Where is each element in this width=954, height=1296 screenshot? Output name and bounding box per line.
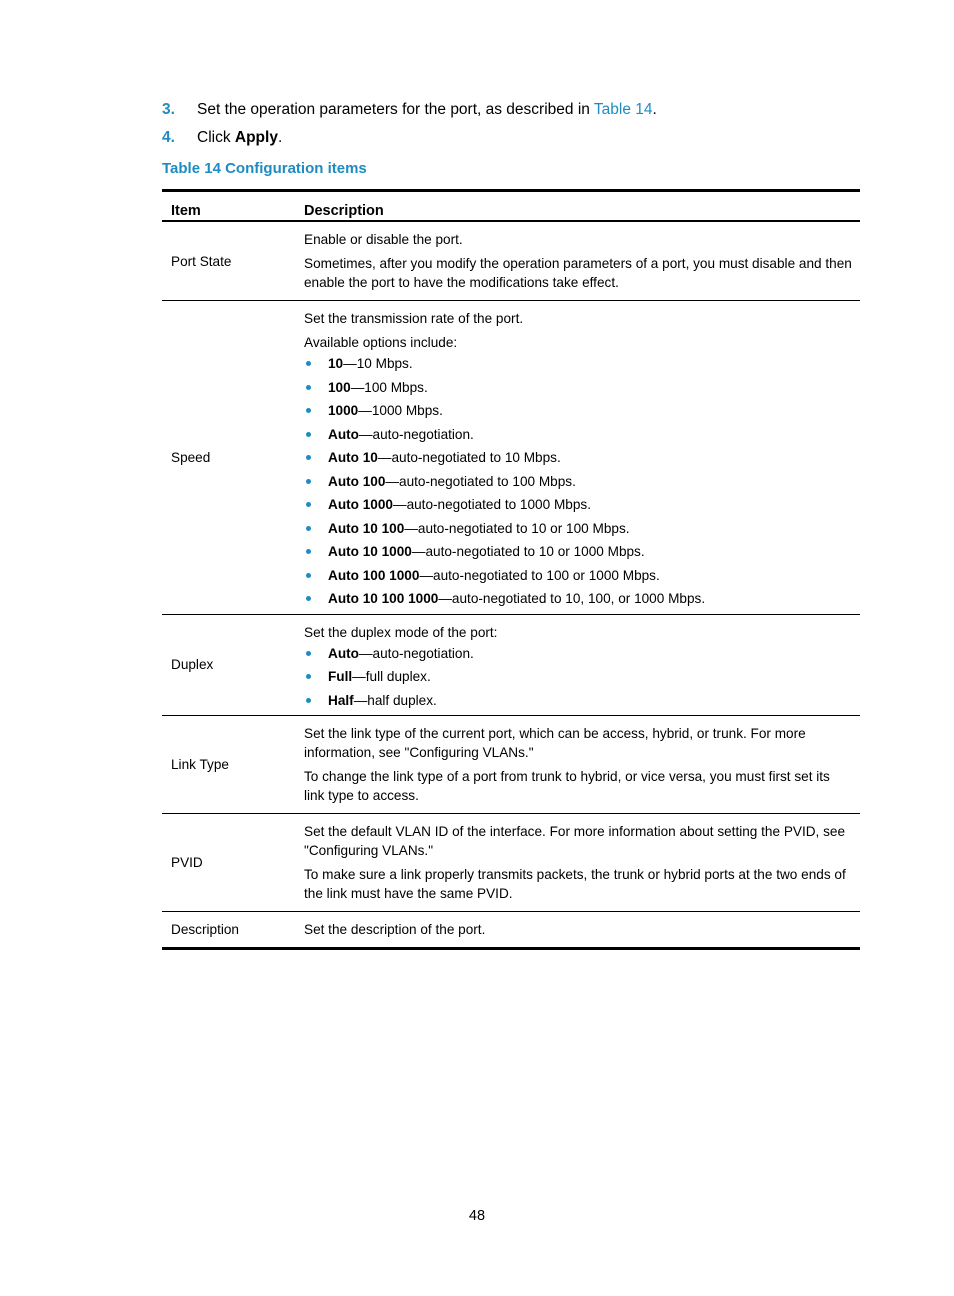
option-desc: auto-negotiated to 10, 100, or 1000 Mbps. xyxy=(451,591,706,606)
bullet-icon xyxy=(306,526,311,531)
table-header-row xyxy=(162,191,860,222)
header-description: Description xyxy=(304,191,860,222)
list-item: Auto—auto-negotiation. xyxy=(304,642,854,666)
list-item: Full—full duplex. xyxy=(304,665,854,689)
option-term: 1000 xyxy=(328,403,359,418)
step-text-end: . xyxy=(277,129,283,146)
option-term: Auto xyxy=(328,645,359,661)
bullet-icon xyxy=(306,455,311,460)
option-desc: 1000 Mbps. xyxy=(371,403,443,418)
table-row xyxy=(162,814,860,912)
step-text-end: . xyxy=(652,101,657,118)
row-description xyxy=(304,912,860,949)
option-term: Full xyxy=(328,669,353,684)
option-term: 100 xyxy=(328,379,351,395)
list-item: Half—half duplex. xyxy=(304,689,854,713)
bullet-icon xyxy=(306,596,311,601)
list-item: 1000—1000 Mbps. xyxy=(304,399,854,423)
option-term: Auto xyxy=(328,426,359,442)
option-term: Half xyxy=(328,692,354,708)
table-row xyxy=(162,716,860,814)
option-term: Auto 100 1000 xyxy=(328,567,420,583)
option-desc: auto-negotiated to 100 or 1000 Mbps. xyxy=(433,567,660,583)
header-item: Item xyxy=(162,191,304,222)
row-item: Port State xyxy=(162,221,304,301)
bullet-icon xyxy=(306,549,311,554)
bullet-icon xyxy=(306,698,311,703)
bullet-icon xyxy=(306,385,311,390)
list-item: 100—100 Mbps. xyxy=(304,376,854,400)
row-description xyxy=(304,814,860,912)
list-item: Auto 10—auto-negotiated to 10 Mbps. xyxy=(304,446,854,470)
bullet-icon xyxy=(306,361,311,366)
list-item: Auto 1000—auto-negotiated to 1000 Mbps. xyxy=(304,493,854,517)
option-desc: auto-negotiated to 10 Mbps. xyxy=(391,450,561,465)
option-desc: auto-negotiated to 10 or 1000 Mbps. xyxy=(425,544,645,559)
option-desc: auto-negotiated to 1000 Mbps. xyxy=(406,497,591,512)
option-desc: auto-negotiation. xyxy=(372,426,474,442)
duplex-options-list xyxy=(304,642,854,713)
bullet-icon xyxy=(306,502,311,507)
list-item: Auto 100—auto-negotiated to 100 Mbps. xyxy=(304,470,854,494)
option-desc: full duplex. xyxy=(365,669,431,684)
speed-options-list xyxy=(304,352,854,611)
configuration-items-table xyxy=(162,189,860,950)
list-item: Auto 10 100 1000—auto-negotiated to 10, 100, or 1000 Mbps. xyxy=(304,587,854,611)
bullet-icon xyxy=(306,432,311,437)
bullet-icon xyxy=(306,408,311,413)
list-item: Auto—auto-negotiation. xyxy=(304,423,854,447)
description-paragraph: Sometimes, after you modify the operation parameters of a port, you must disable and then enable the port to have the modifications take effect. xyxy=(304,256,852,290)
option-term: Auto 10 xyxy=(328,450,378,465)
option-desc: auto-negotiation. xyxy=(372,645,474,661)
description-paragraph: Enable or disable the port. xyxy=(304,232,463,247)
row-item: Duplex xyxy=(162,614,304,716)
description-paragraph: To make sure a link properly transmits packets, the trunk or hybrid ports at the two ends of the link must have the same PVID. xyxy=(304,867,846,901)
step-text: Set the operation parameters for the port, as described in xyxy=(197,101,594,118)
table-row xyxy=(162,912,860,949)
table-row xyxy=(162,221,860,301)
option-desc: 10 Mbps. xyxy=(356,356,413,371)
option-desc: auto-negotiated to 10 or 100 Mbps. xyxy=(417,520,630,536)
step-4 xyxy=(162,128,282,148)
description-paragraph: Set the default VLAN ID of the interface. For more information about setting the PVID, see "Configuring VLANs." xyxy=(304,824,846,858)
description-paragraph: Set the duplex mode of the port: xyxy=(304,624,498,640)
option-term: Auto 100 xyxy=(328,473,386,489)
list-item: 10—10 Mbps. xyxy=(304,352,854,376)
option-desc: half duplex. xyxy=(367,692,437,708)
row-description xyxy=(304,221,860,301)
description-paragraph: To change the link type of a port from trunk to hybrid, or vice versa, you must first set its link type to access. xyxy=(304,769,830,803)
page-number: 48 xyxy=(468,1208,486,1224)
description-paragraph: Available options include: xyxy=(304,335,458,350)
table-row xyxy=(162,614,860,716)
row-item: Link Type xyxy=(162,716,304,814)
row-description xyxy=(304,614,860,716)
apply-label: Apply xyxy=(234,129,278,146)
option-term: Auto 1000 xyxy=(328,497,393,512)
step-number: 4. xyxy=(162,129,175,146)
row-description xyxy=(304,301,860,615)
row-item: Description xyxy=(162,912,304,949)
step-number: 3. xyxy=(162,101,175,118)
description-paragraph: Set the description of the port. xyxy=(304,922,486,937)
option-desc: 100 Mbps. xyxy=(364,379,428,395)
list-item: Auto 10 1000—auto-negotiated to 10 or 1000 Mbps. xyxy=(304,540,854,564)
bullet-icon xyxy=(306,674,311,679)
table-row xyxy=(162,301,860,615)
row-item: Speed xyxy=(162,301,304,615)
step-text: Click xyxy=(197,129,235,146)
row-item: PVID xyxy=(162,814,304,912)
bullet-icon xyxy=(306,651,311,656)
option-term: 10 xyxy=(328,356,344,371)
table-caption: Table 14 Configuration items xyxy=(162,160,367,177)
option-term: Auto 10 1000 xyxy=(328,544,412,559)
description-paragraph: Set the transmission rate of the port. xyxy=(304,311,524,326)
table-14-link[interactable]: Table 14 xyxy=(593,101,653,118)
bullet-icon xyxy=(306,573,311,578)
option-term: Auto 10 100 xyxy=(328,520,405,536)
step-3 xyxy=(162,100,657,120)
option-desc: auto-negotiated to 100 Mbps. xyxy=(399,473,576,489)
row-description xyxy=(304,716,860,814)
description-paragraph: Set the link type of the current port, which can be access, hybrid, or trunk. For more information, see "Configuring VLANs." xyxy=(304,726,806,760)
option-term: Auto 10 100 1000 xyxy=(328,591,439,606)
bullet-icon xyxy=(306,479,311,484)
list-item: Auto 100 1000—auto-negotiated to 100 or 1000 Mbps. xyxy=(304,564,854,588)
list-item: Auto 10 100—auto-negotiated to 10 or 100 Mbps. xyxy=(304,517,854,541)
